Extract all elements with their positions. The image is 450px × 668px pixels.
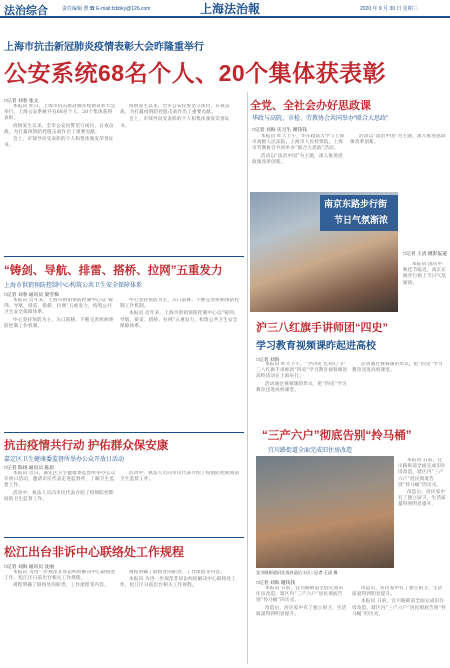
fight-title: 抗击疫情共行动 护佑群众保安康 (4, 440, 169, 452)
lead-byline: □记者 刘春 张文 (4, 99, 39, 104)
songjiang-title: 松江出台非诉中心联络处工作规程 (4, 545, 185, 559)
city-story-body: 本报讯 昨天上午，华东政法大学与上海市高级人民法院、上海市人民检察院、上海市劳教协会共同举办“联合大思政”活动。 活动以“法治中国”为主题，深入推进思政课改革创新。 (252, 134, 345, 165)
fight-byline: □记者 陈扬 通讯员 陈思 (4, 466, 55, 471)
five-tools-title: “铸剑、导航、排雷、搭桥、拉网”五重发力 (4, 265, 223, 277)
five-tools-byline: □记者 刘春 通讯员 梁雪梅 (4, 293, 59, 298)
five-tools-body: 本报讯 近年来，上海市供销预防控制中心以“铸剑、导航、排雷、搭桥、拉网”五重发力，构筑公共卫生安全保障体系。 中心坚持预防为主、关口前移，不断完善疾病预防控制工作机制。 (4, 298, 114, 329)
divider (4, 432, 244, 433)
three-six-body-col2: 改造后，居民家中有了独立厨卫，生活质量得到明显提升。 本报讯 日前，宜川路街道全面完成旧住房改造，辖区内“三产六户”居民彻底告别“拎马桶”的历史。 (352, 586, 446, 617)
songjiang-body: 本报讯 为进一步规范非诉讼纠纷解决中心联络处工作，松江区日前出台相关工作规程。 规程明确了联络处的职责、工作流程等内容。 (4, 570, 116, 589)
city-story-title: 全党、全社会办好思政课 (250, 100, 371, 112)
editor-info: 责任编辑 曹 ☎ E-mail:fzbbky@126.com (62, 6, 151, 12)
three-six-photo (256, 456, 394, 568)
city-story-byline: □记者 刘海 实习生 谢钱钱 (252, 128, 307, 133)
photo-subtitle: 节日气氛渐浓 (334, 215, 389, 225)
column-divider (247, 92, 248, 664)
photo-title-box (320, 195, 398, 231)
city-story-subtitle: 华政与高院、市检、劳教协会共同举办“联合大思政” (252, 116, 388, 122)
three-six-byline: □记者 刘海 谢钱钱 (256, 581, 296, 586)
photo-body: 本报讯 国庆中秋佳节临近，南京东路步行街上节日气氛渐浓。 (403, 262, 447, 286)
lecturers-body-col2: 活动通过视频课的形式，把“四史”学习教育送进高校课堂。 (352, 362, 443, 374)
lead-body-col2: 疫情发生以来，全市公安民警坚守岗位，日夜奋战，为打赢疫情防控阻击战作出了重要贡献。 会上，市领导向受表彰的个人和集体颁发荣誉证书。 (120, 104, 230, 129)
fight-body-col2: 活动中，执法人员向市民代表介绍了疫情防控期间的卫生监督工作。 (120, 471, 240, 483)
divider (4, 256, 244, 257)
masthead: 上海法治報 (200, 2, 261, 16)
songjiang-body-col2: 规程明确了联络处的职责、工作流程等内容。 本报讯 为进一步规范非诉讼纠纷解决中心联络处工作，松江区日前出台相关工作规程。 (120, 570, 237, 589)
lead-kicker: 上海市抗击新冠肺炎疫情表彰大会昨隆重举行 (4, 42, 204, 53)
divider (4, 537, 244, 538)
three-six-side-body: 本报讯 日前，宜川路街道全面完成旧住房改造，辖区内“三产六户”居民彻底告别“拎马桶”的历史。 改造后，居民家中有了独立厨卫，生活质量得到明显提升。 (398, 458, 446, 508)
date-page: 2020 年 9 月 30 日 星期三 (360, 6, 418, 12)
city-story-body-col2: 活动以“法治中国”为主题，深入推进思政课改革创新。 (350, 134, 446, 146)
five-tools-subtitle: 上海市供销预防控制中心构筑公共卫生安全保障体系 (4, 283, 143, 289)
photo-title: 南京东路步行街 (324, 199, 388, 209)
three-six-body: 本报讯 日前，宜川路街道全面完成旧住房改造，辖区内“三产六户”居民彻底告别“拎马桶”的历史。 改造后，居民家中有了独立厨卫，生活质量得到明显提升。 (256, 586, 347, 617)
lead-headline: 公安系统68名个人、20个集体获表彰 (4, 60, 387, 86)
five-tools-body-col2: 中心坚持预防为主、关口前移，不断完善疾病预防控制工作机制。 本报讯 近年来，上海市供销预防控制中心以“铸剑、导航、排雷、搭桥、拉网”五重发力，构筑公共卫生安全保障体系。 (120, 298, 240, 329)
photo-credit: □记者 王清 摄影报道 (403, 252, 447, 257)
lead-body: 本报讯 昨日，上海市抗击新冠肺炎疫情表彰大会举行。上海公安系统共有68名个人、20个集体获得表彰。 疫情发生以来，全市公安民警坚守岗位，日夜奋战，为打赢疫情防控阻击战作出了重要贡献。 会上，市领导向受表彰的个人和集体颁发荣誉证书。 (4, 104, 116, 149)
three-six-title: “三产六户”彻底告别“拎马桶” (262, 430, 412, 442)
section-name: 法治综合 (4, 5, 48, 17)
lecturers-subtitle: 学习教育视频课昨起进高校 (256, 341, 376, 352)
fight-body: 本报讯 近日，嘉定区卫生健康委监督所举办公众开放日活动，邀请市民代表走进监督所，了解卫生监督工作。 活动中，执法人员向市民代表介绍了疫情防控期间的卫生监督工作。 (4, 471, 116, 502)
songjiang-byline: □记者 刘海 通讯员 沈丽 (4, 565, 55, 570)
lecturers-title: 沪三八红旗手讲师团“四史” (256, 322, 388, 334)
three-six-caption: 宜川路街道旧住房改造后小区 □记者 王清 摄 (256, 570, 338, 575)
fight-subtitle: 嘉定区卫生健康委监督所举办公众开放日活动 (4, 457, 125, 463)
three-six-subtitle: 宜川路街道全面完成旧住房改造 (268, 448, 353, 454)
lecturers-byline: □记者 刘海 (256, 358, 280, 363)
page-header (0, 0, 450, 18)
lecturers-body: 本报讯 昨天下午，“学四史 忆初心”沪三八红旗手讲师团“四史”学习教育视频课进高校活动在上海举行。 活动通过视频课的形式，把“四史”学习教育送进高校课堂。 (256, 362, 348, 393)
